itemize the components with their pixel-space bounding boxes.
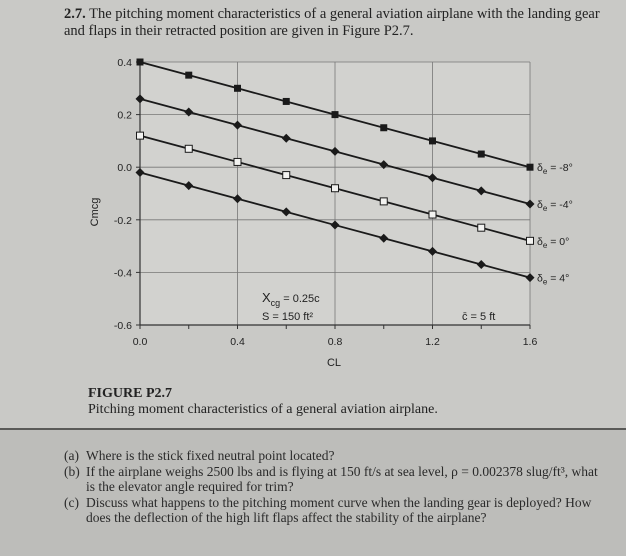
- problem-number: 2.7.: [64, 6, 86, 22]
- x-tick-label: 1.6: [522, 336, 538, 348]
- series-point-open-square: [478, 224, 485, 231]
- y-tick-label: 0.0: [117, 162, 132, 175]
- series-point-open-square: [283, 172, 290, 179]
- series-point-open-square: [332, 185, 339, 192]
- question-b: [64, 464, 604, 495]
- question-b-text: If the airplane weighs 2500 lbs and is flying at 150 ft/s at sea level, ρ = 0.002378 slug/ft³, what is the elevator angle required for trim?: [86, 463, 598, 495]
- question-a: [64, 448, 604, 464]
- series-point-open-square: [527, 237, 534, 244]
- annotation-wing-area: S = 150 ft²: [262, 311, 314, 323]
- series-label-subscript: e: [542, 204, 548, 214]
- figure-caption-text: Pitching moment characteristics of a general aviation airplane.: [88, 402, 438, 417]
- series-label: [537, 236, 569, 250]
- question-a-text: Where is the stick fixed neutral point located?: [86, 448, 335, 463]
- annotation-chord: c̄ = 5 ft: [462, 311, 496, 323]
- series-label-value: = 0°: [547, 235, 570, 248]
- series-point-square: [283, 98, 290, 105]
- annotation-xcg-subscript: cg: [270, 298, 281, 308]
- series-point-open-square: [185, 145, 192, 152]
- series-point-square: [380, 124, 387, 131]
- y-tick-label: 0.2: [117, 109, 132, 122]
- series-point-square: [137, 59, 144, 66]
- x-tick-label: 1.2: [425, 336, 440, 348]
- series-point-square: [429, 137, 436, 144]
- series-label-subscript: e: [542, 167, 548, 177]
- series-label-value: = -8°: [547, 162, 573, 175]
- y-tick-label: -0.6: [113, 320, 132, 332]
- y-axis-label: Cmcg: [89, 197, 101, 227]
- y-tick-label: -0.4: [113, 267, 132, 280]
- question-c-tag: (c): [64, 494, 79, 510]
- annotation-xcg-symbol: X: [262, 290, 271, 305]
- y-tick-label: 0.4: [117, 57, 132, 69]
- x-tick-label: 0.8: [327, 336, 343, 348]
- x-tick-label: 0.0: [132, 336, 148, 348]
- series-point-open-square: [429, 211, 436, 218]
- question-a-tag: (a): [64, 448, 79, 463]
- question-c-text: Discuss what happens to the pitching moment curve when the landing gear is deployed? How does the deflection of the high lift flaps affect the stability of the airplane?: [86, 494, 592, 526]
- series-point-open-square: [380, 198, 387, 205]
- series-point-square: [478, 151, 485, 158]
- series-label-subscript: e: [542, 240, 548, 250]
- series-label-symbol: δ: [537, 235, 543, 248]
- series-label-symbol: δ: [537, 199, 543, 212]
- question-c: [64, 495, 604, 526]
- figure-caption-title: FIGURE P2.7: [88, 386, 172, 401]
- series-point-square: [185, 72, 192, 79]
- chart-grid: [140, 62, 530, 325]
- x-axis-label: CL: [326, 357, 342, 369]
- series-label-value: = -4°: [547, 199, 573, 212]
- series-point-square: [527, 164, 534, 171]
- series-label: [537, 162, 573, 176]
- question-b-tag: (b): [64, 463, 80, 479]
- series-point-open-square: [234, 158, 241, 165]
- series-label-value: = 4°: [547, 272, 570, 285]
- annotation-xcg-value: = 0.25c: [280, 293, 320, 305]
- series-label: [537, 273, 569, 287]
- series-label-symbol: δ: [537, 162, 543, 175]
- question-list: [64, 448, 604, 526]
- y-tick-label: -0.2: [113, 214, 132, 227]
- series-point-open-square: [137, 132, 144, 139]
- problem-text: The pitching moment characteristics of a general aviation airplane with the landing gear and flaps in their retracted position are given in Figure P2.7.: [64, 6, 600, 39]
- x-tick-label: 0.4: [230, 336, 245, 348]
- series-point-square: [332, 111, 339, 118]
- series-label-symbol: δ: [537, 272, 543, 285]
- series-label-subscript: e: [542, 277, 548, 287]
- series-label: [537, 199, 573, 213]
- chart-series-labels: [537, 162, 573, 286]
- series-point-square: [234, 85, 241, 92]
